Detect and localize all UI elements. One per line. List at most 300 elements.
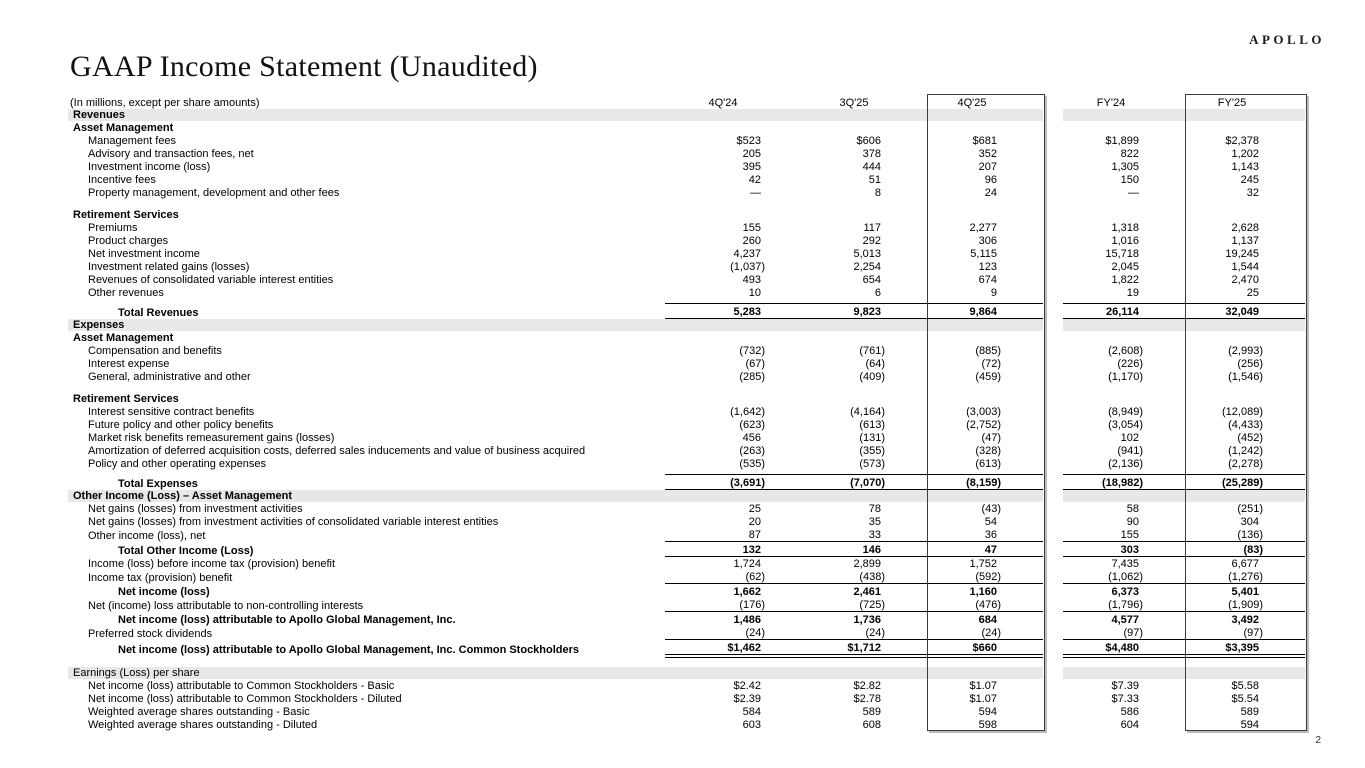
gutter-cell xyxy=(1043,584,1063,599)
value-cell-col1: 1,486 xyxy=(733,614,761,626)
value-cell-col2: (409) xyxy=(859,371,885,383)
value-cell-col5: (25,289) xyxy=(1185,475,1305,490)
value-cell-col3: 1,160 xyxy=(969,586,997,598)
table-row xyxy=(68,173,1305,186)
gutter-cell xyxy=(1043,260,1063,273)
row-label: Product charges xyxy=(88,235,169,247)
value-cell-col3: (47) xyxy=(981,432,1001,444)
section-band-label: Earnings (Loss) per share xyxy=(68,667,1043,679)
value-cell-col2: 35 xyxy=(868,516,881,528)
value-cell-col5: (1,909) xyxy=(1185,598,1305,612)
value-cell-col5: (136) xyxy=(1185,528,1305,542)
value-cell-col4: 1,822 xyxy=(1111,274,1139,286)
value-cell-col5: 304 xyxy=(1240,516,1259,528)
value-cell-col2: (4,164) xyxy=(850,406,885,418)
value-cell-col1: 584 xyxy=(742,706,761,718)
value-cell-col3: 598 xyxy=(978,719,997,731)
value-cell-col2: (131) xyxy=(859,432,885,444)
value-cell-col2: (355) xyxy=(859,445,885,457)
value-cell-col3: 9,864 xyxy=(927,304,1043,319)
value-cell-col4: $7.39 xyxy=(1111,680,1139,692)
value-cell-col4: (1,170) xyxy=(1108,371,1143,383)
table-row xyxy=(68,457,1305,470)
value-cell-col1: $523 xyxy=(736,135,761,147)
value-cell-col4: $7.33 xyxy=(1111,693,1139,705)
value-cell-col1: 87 xyxy=(665,528,807,542)
row-label: Management fees xyxy=(88,135,177,147)
row-label: Income tax (provision) benefit xyxy=(88,571,233,584)
gutter-cell xyxy=(1043,273,1063,286)
table-row xyxy=(68,656,1305,667)
table-row xyxy=(68,626,1305,640)
value-cell-col1: (535) xyxy=(739,458,765,470)
row-label: Revenues of consolidated variable interest entities xyxy=(88,274,334,286)
value-cell-col4: 6,373 xyxy=(1111,586,1139,598)
value-cell-col2: 608 xyxy=(862,719,881,731)
table-row xyxy=(68,392,1305,405)
gutter-cell xyxy=(1043,612,1063,627)
value-cell-col1: 10 xyxy=(748,287,761,299)
value-cell-col1: 1,724 xyxy=(733,558,761,570)
value-cell-col4: 2,045 xyxy=(1111,261,1139,273)
value-cell-col4: — xyxy=(1128,187,1139,199)
value-cell-col3: 54 xyxy=(984,516,997,528)
spacer-cell xyxy=(68,199,1305,208)
value-cell-col4: (8,949) xyxy=(1108,406,1143,418)
table-row xyxy=(68,705,1305,718)
value-cell-col4: (2,136) xyxy=(1108,458,1143,470)
value-cell-col3: $1.07 xyxy=(969,680,997,692)
value-cell-col5: 3,492 xyxy=(1231,614,1259,626)
value-cell-col4: $4,480 xyxy=(1063,640,1185,657)
value-cell-col1: 603 xyxy=(742,719,761,731)
value-cell-col3: (459) xyxy=(975,371,1001,383)
value-cell-col4: 26,114 xyxy=(1063,304,1185,319)
subsection-label: Retirement Services xyxy=(73,393,179,405)
gutter-cell xyxy=(1043,247,1063,260)
value-cell-col5: 32,049 xyxy=(1185,304,1305,319)
value-cell-col5: (256) xyxy=(1237,358,1263,370)
value-cell-col3: (328) xyxy=(975,445,1001,457)
table-row xyxy=(68,444,1305,457)
value-cell-col1: 395 xyxy=(742,161,761,173)
value-cell-col4: 822 xyxy=(1120,148,1139,160)
table-row xyxy=(68,490,1305,503)
value-cell-col2: 2,899 xyxy=(853,558,881,570)
gutter-cell xyxy=(1043,160,1063,173)
value-cell-col4: (3,054) xyxy=(1108,419,1143,431)
value-cell-col4: 102 xyxy=(1120,432,1139,444)
gutter-cell xyxy=(1043,186,1063,199)
column-header-3q25: 3Q'25 xyxy=(839,97,869,109)
value-cell-col1: (62) xyxy=(665,570,807,584)
value-cell-col2: $2.82 xyxy=(853,680,881,692)
row-label: Interest sensitive contract benefits xyxy=(88,406,255,418)
spacer-cell xyxy=(68,656,1305,667)
row-label: Net income (loss) attributable to Common Stockholders - Basic xyxy=(88,680,395,692)
row-label: Compensation and benefits xyxy=(88,345,222,357)
table-row xyxy=(68,405,1305,418)
value-cell-col2: $2.78 xyxy=(853,693,881,705)
gutter-cell xyxy=(1043,357,1063,370)
value-cell-col4: 586 xyxy=(1120,706,1139,718)
value-cell-col4: 604 xyxy=(1120,719,1139,731)
value-cell-col2: 9,823 xyxy=(807,304,927,319)
value-cell-col3: 5,115 xyxy=(970,248,997,260)
value-cell-col2: $1,712 xyxy=(807,640,927,657)
table-row xyxy=(68,357,1305,370)
value-cell-col1: (1,037) xyxy=(730,261,765,273)
gutter-cell xyxy=(1043,490,1063,503)
value-cell-col4: 7,435 xyxy=(1111,558,1139,570)
gutter-cell xyxy=(1043,286,1063,299)
section-band-fill xyxy=(1063,319,1305,332)
row-label: Net gains (losses) from investment activities xyxy=(88,503,303,515)
value-cell-col2: (7,070) xyxy=(807,475,927,490)
row-label: Net income (loss) attributable to Common Stockholders - Diluted xyxy=(88,693,402,705)
table-row xyxy=(68,319,1305,332)
value-cell-col3: 2,277 xyxy=(969,222,997,234)
value-cell-col2: 2,254 xyxy=(853,261,881,273)
gutter-cell xyxy=(1043,542,1063,557)
table-row xyxy=(68,679,1305,692)
row-label: Market risk benefits remeasurement gains (losses) xyxy=(88,432,335,444)
row-label: Investment related gains (losses) xyxy=(88,261,250,273)
value-cell-col1: (24) xyxy=(665,626,807,640)
table-row xyxy=(68,640,1305,657)
table-row xyxy=(68,260,1305,273)
value-cell-col2: 444 xyxy=(862,161,881,173)
subsection-label: Asset Management xyxy=(73,122,174,134)
row-label: Incentive fees xyxy=(88,174,156,186)
value-cell-col5: 589 xyxy=(1240,706,1259,718)
value-cell-col5: (2,278) xyxy=(1228,458,1263,470)
value-cell-col2: 378 xyxy=(862,148,881,160)
table-row xyxy=(68,475,1305,490)
row-label: Interest expense xyxy=(88,358,170,370)
value-cell-col5: (83) xyxy=(1185,542,1305,557)
value-cell-col1: 4,237 xyxy=(733,248,761,260)
value-cell-col3: 306 xyxy=(978,235,997,247)
value-cell-col5: $3,395 xyxy=(1185,640,1305,657)
row-label: Net (income) loss attributable to non-controlling interests xyxy=(88,599,364,612)
table-row xyxy=(68,286,1305,299)
gutter-cell xyxy=(1043,515,1063,528)
value-cell-col5: $5.58 xyxy=(1231,680,1259,692)
value-cell-col4: (18,982) xyxy=(1063,475,1185,490)
value-cell-col5: 594 xyxy=(1240,719,1259,731)
value-cell-col1: (176) xyxy=(665,598,807,612)
value-cell-col4: (97) xyxy=(1063,626,1185,640)
table-row xyxy=(68,221,1305,234)
table-row xyxy=(68,208,1305,221)
value-cell-col5: 19,245 xyxy=(1225,248,1259,260)
value-cell-col3: 123 xyxy=(978,261,997,273)
value-cell-col1: 493 xyxy=(742,274,761,286)
value-cell-col2: $606 xyxy=(856,135,881,147)
value-cell-col2: (64) xyxy=(865,358,885,370)
value-cell-col5: (4,433) xyxy=(1228,419,1263,431)
section-band-label: Expenses xyxy=(68,319,1043,332)
row-label: Net income (loss) xyxy=(118,586,210,598)
gutter-cell xyxy=(1043,319,1063,332)
gutter-cell xyxy=(1043,640,1063,657)
table-row xyxy=(68,344,1305,357)
income-statement-table xyxy=(68,94,1305,731)
table-row xyxy=(68,186,1305,199)
value-cell-col1: 20 xyxy=(748,516,761,528)
table-body xyxy=(68,94,1305,731)
row-label: Total Expenses xyxy=(118,477,198,490)
value-cell-col2: 654 xyxy=(862,274,881,286)
value-cell-col3: (885) xyxy=(975,345,1001,357)
table-row xyxy=(68,147,1305,160)
value-cell-col2: 5,013 xyxy=(853,248,881,260)
row-label: Advisory and transaction fees, net xyxy=(88,148,254,160)
value-cell-col4: 1,305 xyxy=(1111,161,1139,173)
value-cell-col5: (97) xyxy=(1185,626,1305,640)
value-cell-col3: (613) xyxy=(975,458,1001,470)
value-cell-col2: (24) xyxy=(807,626,927,640)
table-row xyxy=(68,383,1305,392)
value-cell-col3: 594 xyxy=(978,706,997,718)
value-cell-col1: 260 xyxy=(742,235,761,247)
section-band-fill xyxy=(1063,667,1305,679)
table-row xyxy=(68,692,1305,705)
table-row xyxy=(68,598,1305,612)
table-row xyxy=(68,612,1305,627)
value-cell-col3: (43) xyxy=(981,503,1001,515)
value-cell-col1: (263) xyxy=(739,445,765,457)
gutter-cell xyxy=(1043,679,1063,692)
gutter-cell xyxy=(1043,94,1063,109)
value-cell-col5: 1,143 xyxy=(1231,161,1259,173)
value-cell-col5: (251) xyxy=(1237,503,1263,515)
value-cell-col3: 207 xyxy=(978,161,997,173)
row-label: Other revenues xyxy=(88,287,164,299)
gutter-cell xyxy=(1043,173,1063,186)
gutter-cell xyxy=(1043,528,1063,542)
table-row xyxy=(68,331,1305,344)
table-row xyxy=(68,584,1305,599)
value-cell-col5: (2,993) xyxy=(1228,345,1263,357)
value-cell-col5: (1,276) xyxy=(1185,570,1305,584)
value-cell-col5: (1,242) xyxy=(1228,445,1263,457)
column-header-4q24: 4Q'24 xyxy=(708,97,738,109)
gutter-cell xyxy=(1043,405,1063,418)
table-row xyxy=(68,418,1305,431)
gutter-cell xyxy=(1043,370,1063,383)
gutter-cell xyxy=(1043,598,1063,612)
value-cell-col2: 2,461 xyxy=(853,586,881,598)
row-label: Amortization of deferred acquisition costs, deferred sales inducements and value of business acquired xyxy=(88,445,586,457)
value-cell-col2: 51 xyxy=(868,174,881,186)
table-row xyxy=(68,557,1305,571)
value-cell-col4: 19 xyxy=(1126,287,1139,299)
value-cell-col1: 25 xyxy=(748,503,761,515)
gutter-cell xyxy=(1043,692,1063,705)
gutter-cell xyxy=(1043,570,1063,584)
value-cell-col4: 155 xyxy=(1063,528,1185,542)
table-row xyxy=(68,247,1305,260)
table-row xyxy=(68,542,1305,557)
column-header-4q25: 4Q'25 xyxy=(957,97,987,109)
value-cell-col3: (592) xyxy=(927,570,1043,584)
row-label: Total Revenues xyxy=(118,306,199,319)
value-cell-col3: (24) xyxy=(927,626,1043,640)
value-cell-col1: 132 xyxy=(665,542,807,557)
value-cell-col1: 5,283 xyxy=(665,304,807,319)
gutter-cell xyxy=(1043,457,1063,470)
value-cell-col1: 1,662 xyxy=(733,586,761,598)
value-cell-col4: $1,899 xyxy=(1105,135,1139,147)
row-label: Net income (loss) attributable to Apollo Global Management, Inc. xyxy=(118,614,456,626)
table-row xyxy=(68,718,1305,731)
value-cell-col5: (12,089) xyxy=(1222,406,1263,418)
value-cell-col5: (1,546) xyxy=(1228,371,1263,383)
value-cell-col5: 1,544 xyxy=(1231,261,1259,273)
value-cell-col1: $1,462 xyxy=(665,640,807,657)
value-cell-col3: (72) xyxy=(981,358,1001,370)
value-cell-col2: (725) xyxy=(807,598,927,612)
value-cell-col5: 5,401 xyxy=(1231,586,1259,598)
value-cell-col4: 1,016 xyxy=(1111,235,1139,247)
gutter-cell xyxy=(1043,626,1063,640)
value-cell-col5: (452) xyxy=(1237,432,1263,444)
table-row xyxy=(68,121,1305,134)
table-row xyxy=(68,109,1305,121)
row-label: Total Other Income (Loss) xyxy=(118,544,254,557)
value-cell-col2: 78 xyxy=(868,503,881,515)
value-cell-col3: 24 xyxy=(984,187,997,199)
value-cell-col1: (285) xyxy=(739,371,765,383)
table-row xyxy=(68,528,1305,542)
value-cell-col5: $5.54 xyxy=(1231,693,1259,705)
gutter-cell xyxy=(1043,475,1063,490)
value-cell-col2: 33 xyxy=(807,528,927,542)
value-cell-col4: 4,577 xyxy=(1111,614,1139,626)
table-row xyxy=(68,515,1305,528)
value-cell-col2: 146 xyxy=(807,542,927,557)
value-cell-col3: 684 xyxy=(978,614,997,626)
column-header-fy25: FY'25 xyxy=(1217,97,1247,109)
value-cell-col4: (1,062) xyxy=(1063,570,1185,584)
table-row xyxy=(68,431,1305,444)
value-cell-col3: 674 xyxy=(978,274,997,286)
value-cell-col1: 456 xyxy=(742,432,761,444)
value-cell-col4: 150 xyxy=(1120,174,1139,186)
gutter-cell xyxy=(1043,667,1063,679)
gutter-cell xyxy=(1043,134,1063,147)
value-cell-col3: (2,752) xyxy=(966,419,1001,431)
row-label: Other income (loss), net xyxy=(88,529,206,542)
value-cell-col1: 155 xyxy=(742,222,761,234)
table-row xyxy=(68,160,1305,173)
value-cell-col1: (67) xyxy=(745,358,765,370)
gutter-cell xyxy=(1043,344,1063,357)
value-cell-col2: 117 xyxy=(863,222,881,234)
value-cell-col5: 245 xyxy=(1240,174,1259,186)
apollo-logo: APOLLO xyxy=(1249,32,1325,47)
income-statement-table-wrap xyxy=(68,94,1305,731)
value-cell-col4: 15,718 xyxy=(1105,248,1139,260)
row-label: General, administrative and other xyxy=(88,371,251,383)
value-cell-col4: 303 xyxy=(1063,542,1185,557)
value-cell-col1: $2.42 xyxy=(733,680,761,692)
table-row xyxy=(68,134,1305,147)
subsection-label: Asset Management xyxy=(73,332,174,344)
section-band-label: Other Income (Loss) – Asset Management xyxy=(68,490,1043,503)
value-cell-col3: 352 xyxy=(978,148,997,160)
spacer-cell xyxy=(68,383,1305,392)
row-label: Property management, development and other fees xyxy=(88,187,340,199)
row-label: Income (loss) before income tax (provision) benefit xyxy=(88,558,335,570)
value-cell-col4: 90 xyxy=(1126,516,1139,528)
row-label: Investment income (loss) xyxy=(88,161,211,173)
table-row xyxy=(68,570,1305,584)
value-cell-col3: 1,752 xyxy=(969,558,997,570)
value-cell-col1: 205 xyxy=(742,148,761,160)
gutter-cell xyxy=(1043,221,1063,234)
row-label: Weighted average shares outstanding - Basic xyxy=(88,706,310,718)
value-cell-col2: 292 xyxy=(862,235,881,247)
value-cell-col5: 6,677 xyxy=(1231,558,1259,570)
gutter-cell xyxy=(1043,147,1063,160)
page-number: 2 xyxy=(1315,735,1321,746)
value-cell-col1: 42 xyxy=(748,174,761,186)
value-cell-col1: (623) xyxy=(739,419,765,431)
value-cell-col2: 6 xyxy=(874,287,881,299)
value-cell-col3: $1.07 xyxy=(969,693,997,705)
row-label: Net investment income xyxy=(88,248,200,260)
gutter-cell xyxy=(1043,557,1063,571)
value-cell-col3: $681 xyxy=(972,135,997,147)
gutter-cell xyxy=(1043,502,1063,515)
value-cell-col1: (732) xyxy=(739,345,765,357)
table-row xyxy=(68,273,1305,286)
units-note: (In millions, except per share amounts) xyxy=(70,97,260,109)
value-cell-col2: 8 xyxy=(874,187,881,199)
value-cell-col1: (3,691) xyxy=(665,475,807,490)
value-cell-col5: 2,628 xyxy=(1231,222,1259,234)
value-cell-col1: — xyxy=(750,187,761,199)
value-cell-col5: $2,378 xyxy=(1225,135,1259,147)
gutter-cell xyxy=(1043,418,1063,431)
value-cell-col4: (2,608) xyxy=(1108,345,1143,357)
table-row xyxy=(68,304,1305,319)
value-cell-col5: 25 xyxy=(1246,287,1259,299)
gutter-cell xyxy=(1043,431,1063,444)
gutter-cell xyxy=(1043,304,1063,319)
row-label: Future policy and other policy benefits xyxy=(88,419,274,431)
value-cell-col1: (1,642) xyxy=(730,406,765,418)
value-cell-col2: (613) xyxy=(859,419,885,431)
row-label: Policy and other operating expenses xyxy=(88,458,266,470)
value-cell-col3: (3,003) xyxy=(966,406,1001,418)
value-cell-col4: 58 xyxy=(1126,503,1139,515)
value-cell-col5: 1,137 xyxy=(1231,235,1259,247)
value-cell-col4: (1,796) xyxy=(1063,598,1185,612)
value-cell-col4: 1,318 xyxy=(1111,222,1139,234)
row-label: Preferred stock dividends xyxy=(88,627,213,640)
value-cell-col3: 96 xyxy=(984,174,997,186)
column-header-fy24: FY'24 xyxy=(1096,97,1126,109)
value-cell-col1: $2.39 xyxy=(733,693,761,705)
value-cell-col4: (941) xyxy=(1117,445,1143,457)
table-row xyxy=(68,502,1305,515)
value-cell-col5: 1,202 xyxy=(1231,148,1259,160)
value-cell-col2: 1,736 xyxy=(853,614,881,626)
